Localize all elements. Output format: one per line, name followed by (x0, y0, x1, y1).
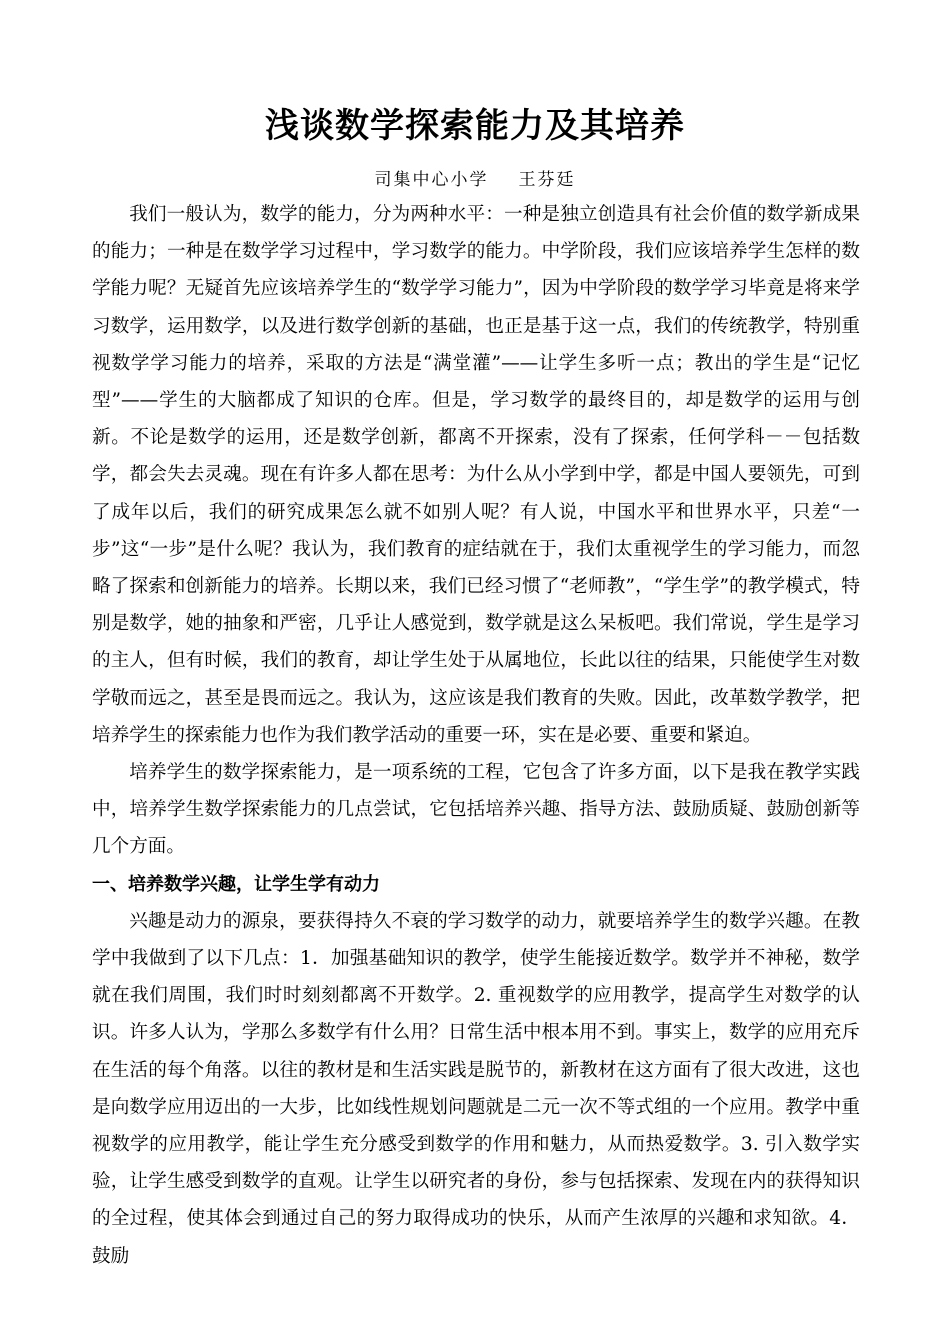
school-name: 司集中心小学 (374, 170, 489, 190)
overview-paragraph: 培养学生的数学探索能力，是一项系统的工程，它包含了许多方面，以下是我在教学实践中，培养学生数学探索能力的几点尝试，它包括培养兴趣、指导方法、鼓励质疑、鼓励创新等几个方面。 (92, 762, 860, 858)
intro-paragraph: 我们一般认为，数学的能力，分为两种水平：一种是独立创造具有社会价值的数学新成果的能力；一种是在数学学习过程中，学习数学的能力。中学阶段，我们应该培养学生怎样的数学能力呢？无疑首先应该培养学生的“数学学习能力”，因为中学阶段的数学学习毕竟是将来学习数学，运用数学，以及进行数学创新的基础，也正是基于这一点，我们的传统教学，特别重视数学学习能力的培养，采取的方法是“满堂灌”——让学生多听一点；教出的学生是“记忆型”——学生的大脑都成了知识的仓库。但是，学习数学的最终目的，却是数学的运用与创新。不论是数学的运用，还是数学创新，都离不开探索，没有了探索，任何学科－－包括数学，都会失去灵魂。现在有许多人都在思考：为什么从小学到中学，都是中国人要领先，可到了成年以后，我们的研究成果怎么就不如别人呢？有人说，中国水平和世界水平，只差“一步”这“一步”是什么呢？我认为，我们教育的症结就在于，我们太重视学生的学习能力，而忽略了探索和创新能力的培养。长期以来，我们已经习惯了“老师教”，“学生学”的教学模式，特别是数学，她的抽象和严密，几乎让人感觉到，数学就是这么呆板吧。我们常说，学生是学习的主人，但有时候，我们的教育，却让学生处于从属地位，长此以往的结果，只能使学生对数学敬而远之，甚至是畏而远之。我认为，这应该是我们教育的失败。因此，改革数学教学，把培养学生的探索能力也作为我们教学活动的重要一环，实在是必要、重要和紧迫。 (92, 204, 860, 746)
document-body (92, 196, 860, 1275)
byline (0, 166, 950, 194)
author-name: 王芬廷 (518, 170, 576, 190)
section-paragraph: 兴趣是动力的源泉，要获得持久不衰的学习数学的动力，就要培养学生的数学兴趣。在教学中我做到了以下几点：1．加强基础知识的教学，使学生能接近数学。数学并不神秘，数学就在我们周围，我们时时刻刻都离不开数学。2. 重视数学的应用教学，提高学生对数学的认识。许多人认为，学那么多数学有什么用？日常生活中根本用不到。事实上，数学的应用充斥在生活的每个角落。以往的教材是和生活实践是脱节的，新教材在这方面有了很大改进，这也是向数学应用迈出的一大步，比如线性规划问题就是二元一次不等式组的一个应用。教学中重视数学的应用教学，能让学生充分感受到数学的作用和魅力，从而热爱数学。3. 引入数学实验，让学生感受到数学的直观。让学生以研究者的身份，参与包括探索、发现在内的获得知识的全过程，使其体会到通过自己的努力取得成功的快乐，从而产生浓厚的兴趣和求知欲。4．鼓励 (92, 910, 860, 1267)
section-heading: 一、培养数学兴趣，让学生学有动力 (92, 873, 380, 895)
document-title: 浅谈数学探索能力及其培养 (265, 106, 685, 146)
